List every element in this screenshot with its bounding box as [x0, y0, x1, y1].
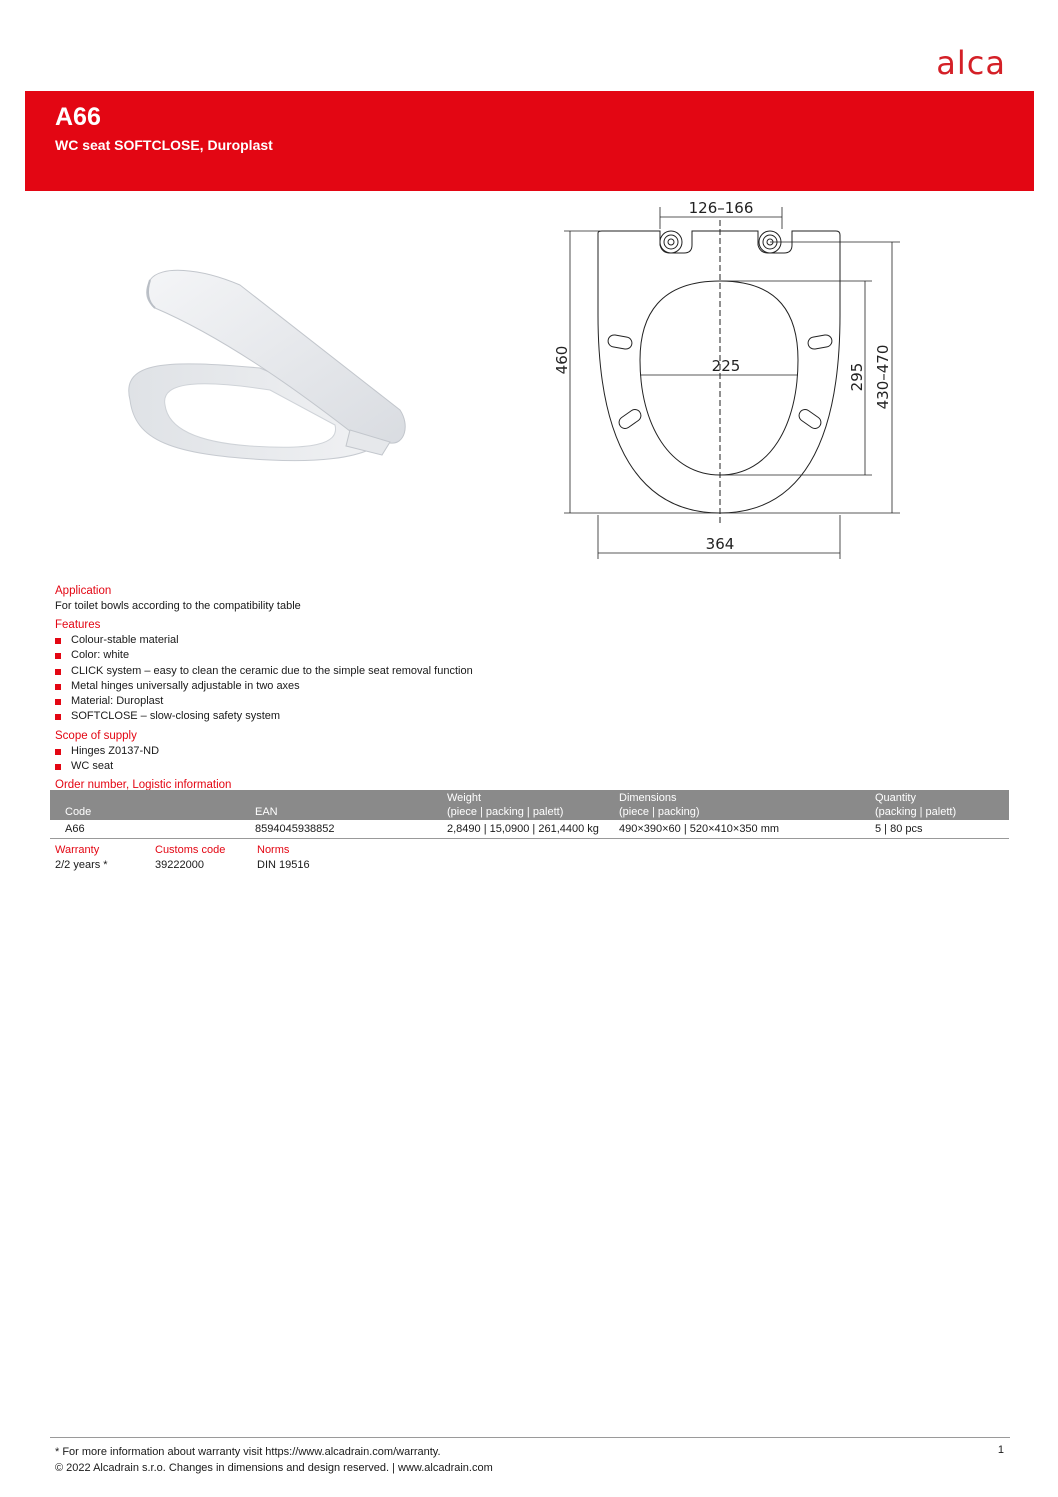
- product-photo: [110, 250, 440, 480]
- dim-inner-depth: 295: [848, 362, 866, 392]
- list-item: Color: white: [55, 648, 1015, 663]
- dim-hinge-spacing: 126–166: [688, 199, 754, 217]
- footer: [55, 1444, 493, 1476]
- order-table: [50, 790, 1009, 839]
- technical-drawing: [540, 195, 920, 560]
- product-code: A66: [55, 103, 101, 131]
- list-item: SOFTCLOSE – slow-closing safety system: [55, 709, 1015, 724]
- col-code: Code: [65, 806, 92, 818]
- application-text: For toilet bowls according to the compatibility table: [55, 600, 301, 612]
- features-list: [55, 633, 1015, 725]
- footer-divider: [50, 1437, 1010, 1438]
- title-banner: [25, 91, 1034, 191]
- footer-copyright: © 2022 Alcadrain s.r.o. Changes in dimensions and design reserved. | www.alcadrain.com: [55, 1462, 493, 1474]
- customs-value: 39222000: [155, 859, 204, 871]
- col-quantity: Quantity (packing | palett): [875, 792, 957, 818]
- list-item: Colour-stable material: [55, 633, 1015, 648]
- list-item: Hinges Z0137-ND: [55, 744, 1015, 759]
- list-item: CLICK system – easy to clean the ceramic due to the simple seat removal function: [55, 664, 1015, 679]
- scope-title: Scope of supply: [55, 729, 137, 742]
- dim-inner-width: 225: [711, 357, 741, 375]
- list-item: WC seat: [55, 759, 1015, 774]
- dim-width: 364: [705, 535, 735, 553]
- col-weight: Weight (piece | packing | palett): [447, 792, 564, 818]
- warranty-label: Warranty: [55, 844, 100, 856]
- list-item: Metal hinges universally adjustable in two axes: [55, 679, 1015, 694]
- cell-dimensions: 490×390×60 | 520×410×350 mm: [619, 820, 875, 839]
- norms-value: DIN 19516: [257, 859, 310, 871]
- features-title: Features: [55, 619, 101, 631]
- dim-height: 460: [553, 345, 571, 375]
- product-subtitle: WC seat SOFTCLOSE, Duroplast: [55, 137, 273, 153]
- application-title: Application: [55, 585, 112, 597]
- cell-quantity: 5 | 80 pcs: [875, 820, 1009, 839]
- footer-warranty-note: * For more information about warranty visit https://www.alcadrain.com/warranty.: [55, 1446, 441, 1458]
- cell-ean: 8594045938852: [255, 820, 447, 839]
- warranty-value: 2/2 years *: [55, 859, 108, 871]
- dim-hole-range: 430–470: [874, 344, 892, 410]
- product-details: [55, 580, 1015, 793]
- scope-list: [55, 744, 1015, 775]
- cell-weight: 2,8490 | 15,0900 | 261,4400 kg: [447, 820, 619, 839]
- customs-label: Customs code: [155, 844, 226, 856]
- page-number: 1: [997, 1444, 1004, 1456]
- col-ean: EAN: [255, 806, 278, 818]
- col-dimensions: Dimensions (piece | packing): [619, 792, 700, 818]
- norms-label: Norms: [257, 844, 290, 856]
- table-header-row: [50, 790, 1009, 820]
- table-row: [50, 820, 1009, 839]
- list-item: Material: Duroplast: [55, 694, 1015, 709]
- order-title: Order number, Logistic information: [55, 779, 232, 792]
- cell-code: A66: [50, 820, 255, 839]
- alca-logo: alca: [936, 44, 1006, 82]
